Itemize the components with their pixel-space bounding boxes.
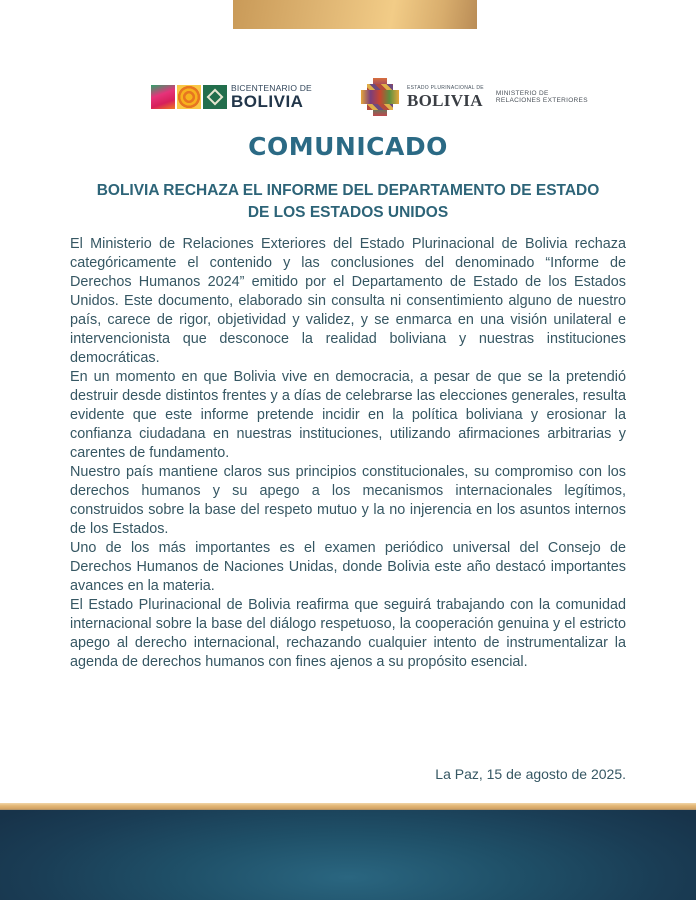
subtitle-line-2: DE LOS ESTADOS UNIDOS [247, 204, 449, 221]
textile-pattern-icon [151, 85, 175, 109]
paragraph-2: En un momento en que Bolivia vive en democracia, a pesar de que se la pretendió destruir desde distintos frentes y a días de celebrarse las elecciones generales, resulta evidente que este informe pretende incidir en la política boliviana y erosionar la confianza ciudadana en nuestras instituciones, utilizando afirmaciones arbitrarias y carentes de fundamento. [70, 369, 626, 461]
footer-band [0, 810, 696, 900]
ministerio-label [496, 90, 588, 105]
estado-plurinacional-text: ESTADO PLURINACIONAL DE [407, 84, 484, 91]
ministerio-line-1: MINISTERIO DE [495, 89, 549, 97]
gold-divider-stripe [0, 803, 696, 810]
header-logos [0, 76, 696, 118]
paragraph-5: El Estado Plurinacional de Bolivia reafirma que seguirá trabajando con la comunidad internacional sobre la base del diálogo respetuoso, la cooperación genuina y el estricto apego al derecho internacional, rechazando cualquier intento de instrumentalizar la agenda de derechos humanos con fines ajenos a su propósito esencial. [70, 597, 626, 670]
subtitle-line-1: BOLIVIA RECHAZA EL INFORME DEL DEPARTAMENTO DE ESTADO [96, 182, 600, 199]
page-title: COMUNICADO [248, 132, 448, 161]
paragraph-3: Nuestro país mantiene claros sus principios constitucionales, su compromiso con los derechos humanos y su apego a los mecanismos internacionales legítimos, construidos sobre la base del respeto mutuo y la no injerencia en los asuntos internos de los Estados. [70, 464, 626, 537]
cancilleria-logo [359, 76, 588, 118]
gold-header-tab [233, 0, 477, 29]
diamond-pattern-icon [203, 85, 227, 109]
chakana-icon [359, 76, 401, 118]
bicentenario-icons [151, 85, 227, 109]
estado-plurinacional-wordmark [407, 86, 484, 109]
document-subtitle [60, 180, 636, 224]
spiral-icon [177, 85, 201, 109]
ministerio-line-2: RELACIONES EXTERIORES [495, 97, 588, 104]
bolivia-text: BOLIVIA [407, 90, 483, 110]
signature-date: La Paz, 15 de agosto de 2025. [435, 766, 626, 782]
bicentenario-logo [151, 83, 312, 111]
paragraph-1: El Ministerio de Relaciones Exteriores del Estado Plurinacional de Bolivia rechaza categóricamente el contenido y las conclusiones del denominado “Informe de Derechos Humanos 2024” emitido por el Departamento de Estado de los Estados Unidos. Este documento, elaborado sin consulta ni consentimiento alguno de nuestro país, carece de rigor, objetividad y validez, y se enmarca en una visión unilateral e intervencionista que desconoce la realidad boliviana y nuestras instituciones democráticas. [70, 236, 626, 366]
bicentenario-wordmark [231, 84, 312, 111]
paragraph-4: Uno de los más importantes es el examen periódico universal del Consejo de Derechos Humanos de Naciones Unidas, donde Bolivia este año destacó importantes avances en la materia. [70, 540, 626, 594]
bicentenario-small-text: BICENTENARIO DE [231, 82, 312, 93]
chakana-center [367, 84, 393, 110]
document-body [70, 235, 626, 672]
bicentenario-big-text: BOLIVIA [231, 92, 304, 112]
